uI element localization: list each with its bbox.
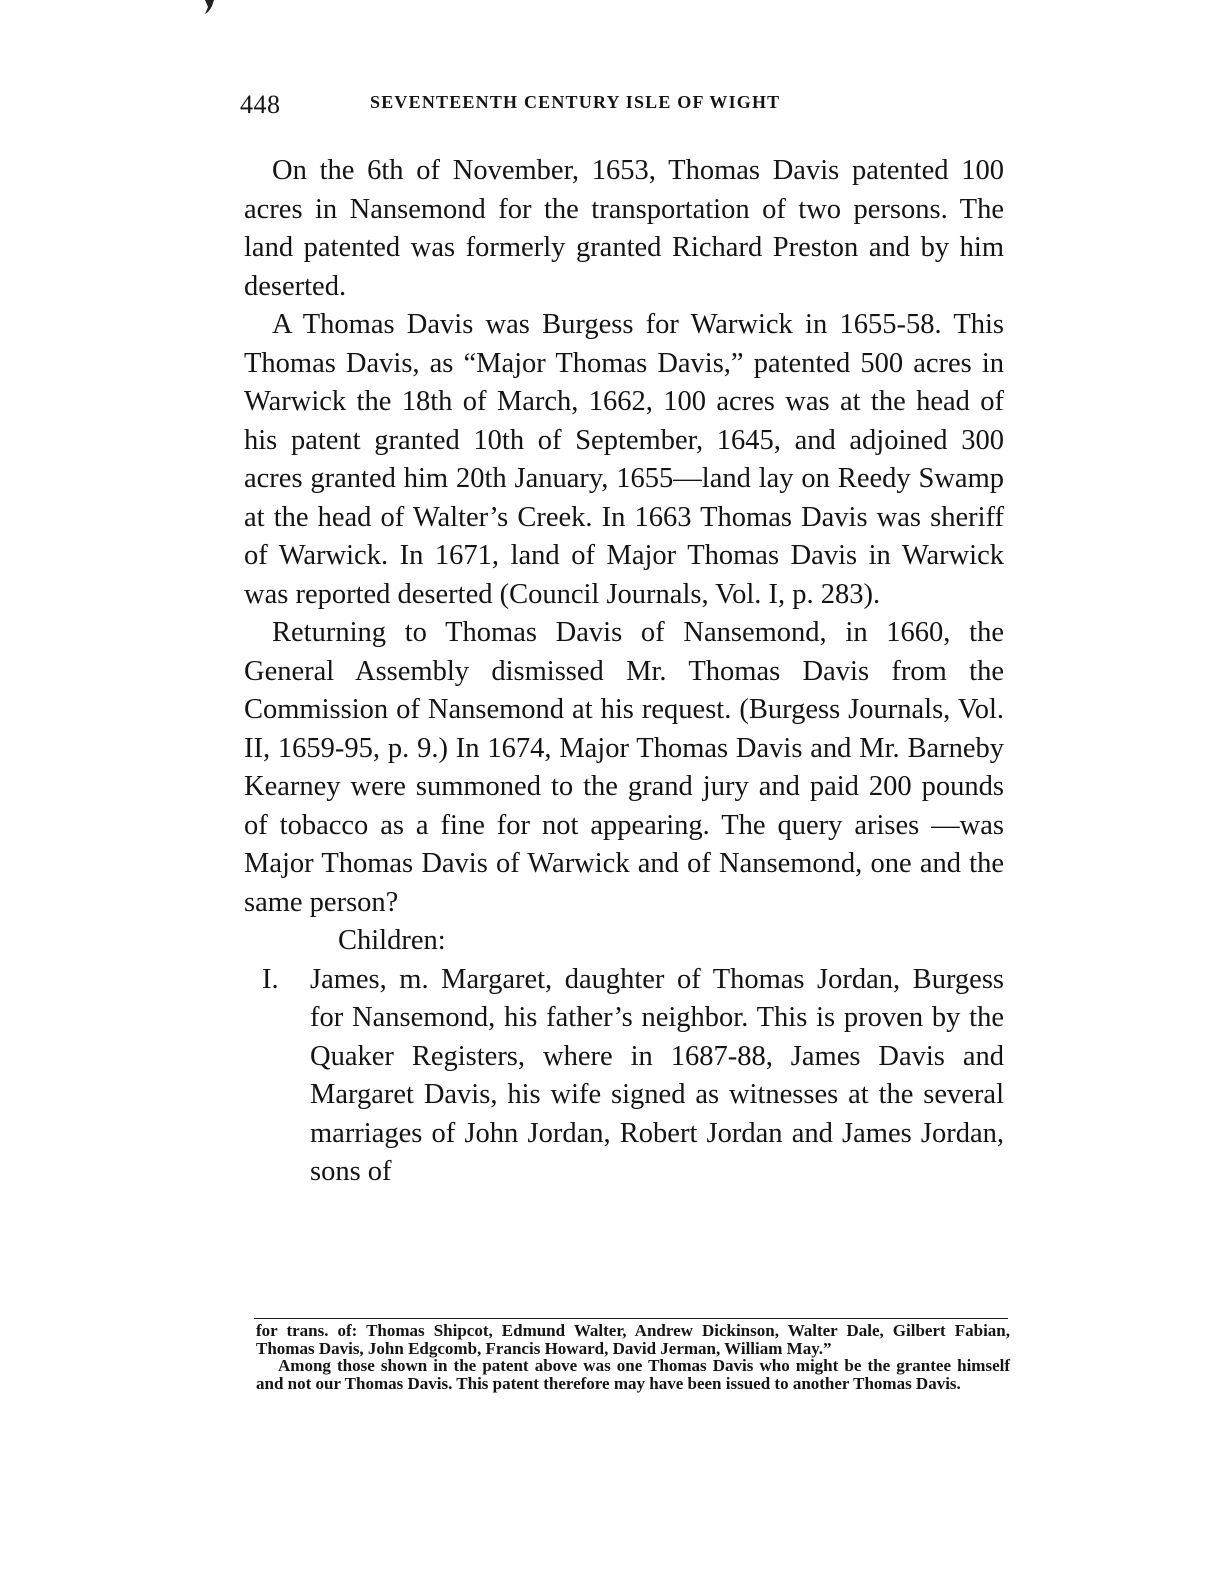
body-text (244, 152, 1004, 1192)
running-title: SEVENTEENTH CENTURY ISLE OF WIGHT (370, 92, 781, 112)
footnote-divider (254, 1318, 1008, 1319)
paragraph: On the 6th of November, 1653, Thomas Davis patented 100 acres in Nansemond for the transportation of two persons. The land patented was formerly granted Richard Preston and by him deserted. (244, 155, 1004, 302)
running-head (240, 88, 1020, 118)
footnotes (256, 1322, 1010, 1392)
paragraph: Returning to Thomas Davis of Nansemond, in 1660, the General Assembly dismissed Mr. Thomas Davis from the Commission of Nansemond at his request. (Burgess Journals, Vol. II, 1659-95, p. 9.) In 1674, Major Thomas Davis and Mr. Barneby Kearney were summoned to the grand jury and paid 200 pounds of tobacco as a fine for not appearing. The query arises —was Major Thomas Davis of Warwick and of Nansemond, one and the same person? (244, 617, 1004, 918)
page-number: 448 (240, 90, 281, 119)
footnote: Among those shown in the patent above was one Thomas Davis who might be the grantee himself and not our Thomas Davis. This patent therefore may have been issued to another Thomas Davis. (256, 1356, 1010, 1393)
ink-mark (203, 0, 215, 14)
footnote: for trans. of: Thomas Shipcot, Edmund Walter, Andrew Dickinson, Walter Dale, Gilbert Fabian, Thomas Davis, John Edgcomb, Francis Howard, David Jerman, William May.” (256, 1321, 1010, 1358)
list-item-text: James, m. Margaret, daughter of Thomas Jordan, Burgess for Nansemond, his father’s neighbor. This is proven by the Quaker Registers, where in 1687-88, James Davis and Margaret Davis, his wife signed as witnesses at the several marriages of John Jordan, Robert Jordan and James Jordan, sons of (310, 963, 1004, 1187)
list-item (244, 961, 1004, 1192)
children-heading: Children: (338, 925, 446, 956)
paragraph: A Thomas Davis was Burgess for Warwick in 1655-58. This Thomas Davis, as “Major Thomas Davis,” patented 500 acres in Warwick the 18th of March, 1662, 100 acres was at the head of his patent granted 10th of September, 1645, and adjoined 300 acres granted him 20th January, 1655—land lay on Reedy Swamp at the head of Walter’s Creek. In 1663 Thomas Davis was sheriff of Warwick. In 1671, land of Major Thomas Davis in Warwick was reported deserted (Council Journals, Vol. I, p. 283). (244, 309, 1004, 610)
list-marker: I. (262, 963, 279, 995)
